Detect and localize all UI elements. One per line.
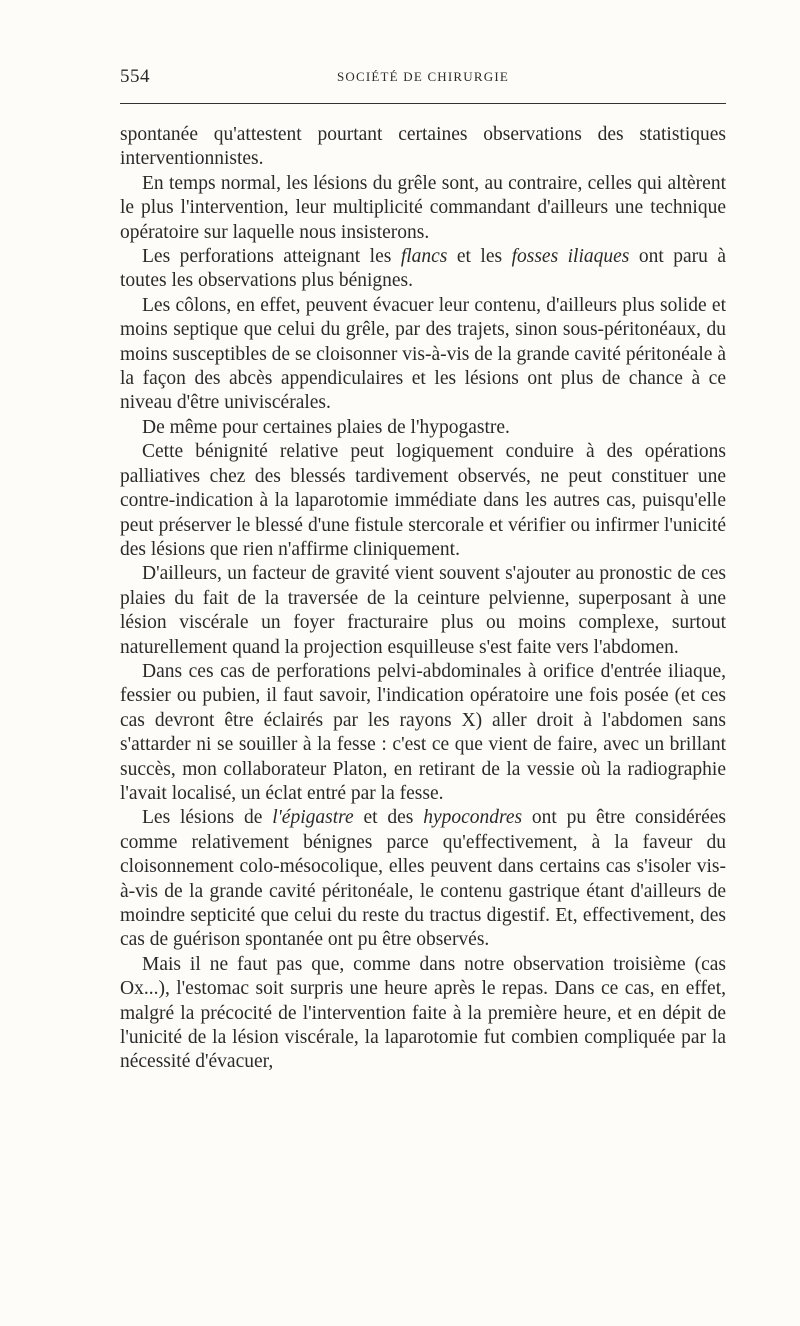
text-run: et les xyxy=(447,246,512,268)
text-run: ont pu être considérées comme relativement bénignes parce qu'effectivement, à la faveur du cloisonnement colo-mésocolique, elles peuvent dans certains cas s'isoler vis-à-vis de la grande cavité péritonéale, le contenu gastrique étant d'ailleurs de moindre septicité que celui du reste du tractus digestif. Et, effectivement, des cas de guérison spontanée ont pu être observés. xyxy=(120,807,726,951)
paragraph-3 xyxy=(120,245,726,294)
text-run: De même pour certaines plaies de l'hypogastre. xyxy=(142,416,510,438)
page-header xyxy=(120,66,726,90)
text-run: Dans ces cas de perforations pelvi-abdominales à orifice d'entrée iliaque, fessier ou pubien, il faut savoir, l'indication opératoire une fois posée (et ces cas devront être éclairés par les rayons X) aller droit à l'abdomen sans s'attarder ni se souiller à la fesse : c'est ce que vient de faire, avec un brillant succès, mon collaborateur Platon, en retirant de la vessie où la radiographie l'avait localisé, un éclat entré par la fesse. xyxy=(120,660,726,804)
paragraph-4 xyxy=(120,294,726,416)
text-run: Mais il ne faut pas que, comme dans notre observation troisième (cas Ox...), l'estomac soit surpris une heure après le repas. Dans ce cas, en effet, malgré la précocité de l'intervention faite à la première heure, et en dépit de l'unicité de la lésion viscérale, la laparotomie fut combien compliquée par la nécessité d'évacuer, xyxy=(120,953,726,1073)
italic-term-epigastre: l'épigastre xyxy=(272,807,354,829)
paragraph-6 xyxy=(120,440,726,562)
header-rule xyxy=(120,103,726,104)
paragraph-5 xyxy=(120,416,726,440)
page-number: 554 xyxy=(120,66,150,87)
body-text xyxy=(120,123,726,1075)
paragraph-8 xyxy=(120,660,726,806)
text-run: Cette bénignité relative peut logiquement conduire à des opérations palliatives chez des blessés tardivement observés, ne peut constituer une contre-indication à la laparotomie immédiate dans les autres cas, puisqu'elle peut préserver le blessé d'une fistule stercorale et vérifier ou infirmer l'unicité des lésions que rien n'affirme cliniquement. xyxy=(120,441,726,560)
running-title: SOCIÉTÉ DE CHIRURGIE xyxy=(336,69,510,84)
paragraph-7 xyxy=(120,562,726,660)
paragraph-10 xyxy=(120,953,726,1075)
paragraph-9 xyxy=(120,806,726,952)
text-run: spontanée qu'attestent pourtant certaines observations des statistiques interventionnistes. xyxy=(120,124,726,170)
text-run: ont paru à toutes les observations plus bénignes. xyxy=(120,246,727,292)
italic-term-flancs: flancs xyxy=(400,246,448,268)
text-run: Les côlons, en effet, peuvent évacuer leur contenu, d'ailleurs plus solide et moins septique que celui du grêle, par des trajets, sinon sous-péritonéaux, du moins susceptibles de se cloisonner vis-à-vis de la grande cavité péritonéale à la façon des abcès appendiculaires et les lésions ont plus de chance à ce niveau d'être univiscérales. xyxy=(120,294,726,414)
text-run: Les perforations atteignant les xyxy=(142,246,401,268)
italic-term-fosses-iliaques: fosses iliaques xyxy=(511,246,630,268)
paragraph-1 xyxy=(120,123,726,172)
paragraph-2 xyxy=(120,172,726,245)
text-run: D'ailleurs, un facteur de gravité vient souvent s'ajouter au pronostic de ces plaies du fait de la traversée de la ceinture pelvienne, superposant à une lésion viscérale un foyer fracturaire plus ou moins complexe, surtout naturellement quand la projection esquilleuse s'est faite vers l'abdomen. xyxy=(120,563,726,658)
text-run: Les lésions de xyxy=(142,807,273,829)
italic-term-hypocondres: hypocondres xyxy=(423,807,523,829)
text-run: et des xyxy=(353,807,424,829)
text-run: En temps normal, les lésions du grêle sont, au contraire, celles qui altèrent le plus l'intervention, leur multiplicité commandant d'ailleurs une technique opératoire sur laquelle nous insisterons. xyxy=(120,172,726,243)
